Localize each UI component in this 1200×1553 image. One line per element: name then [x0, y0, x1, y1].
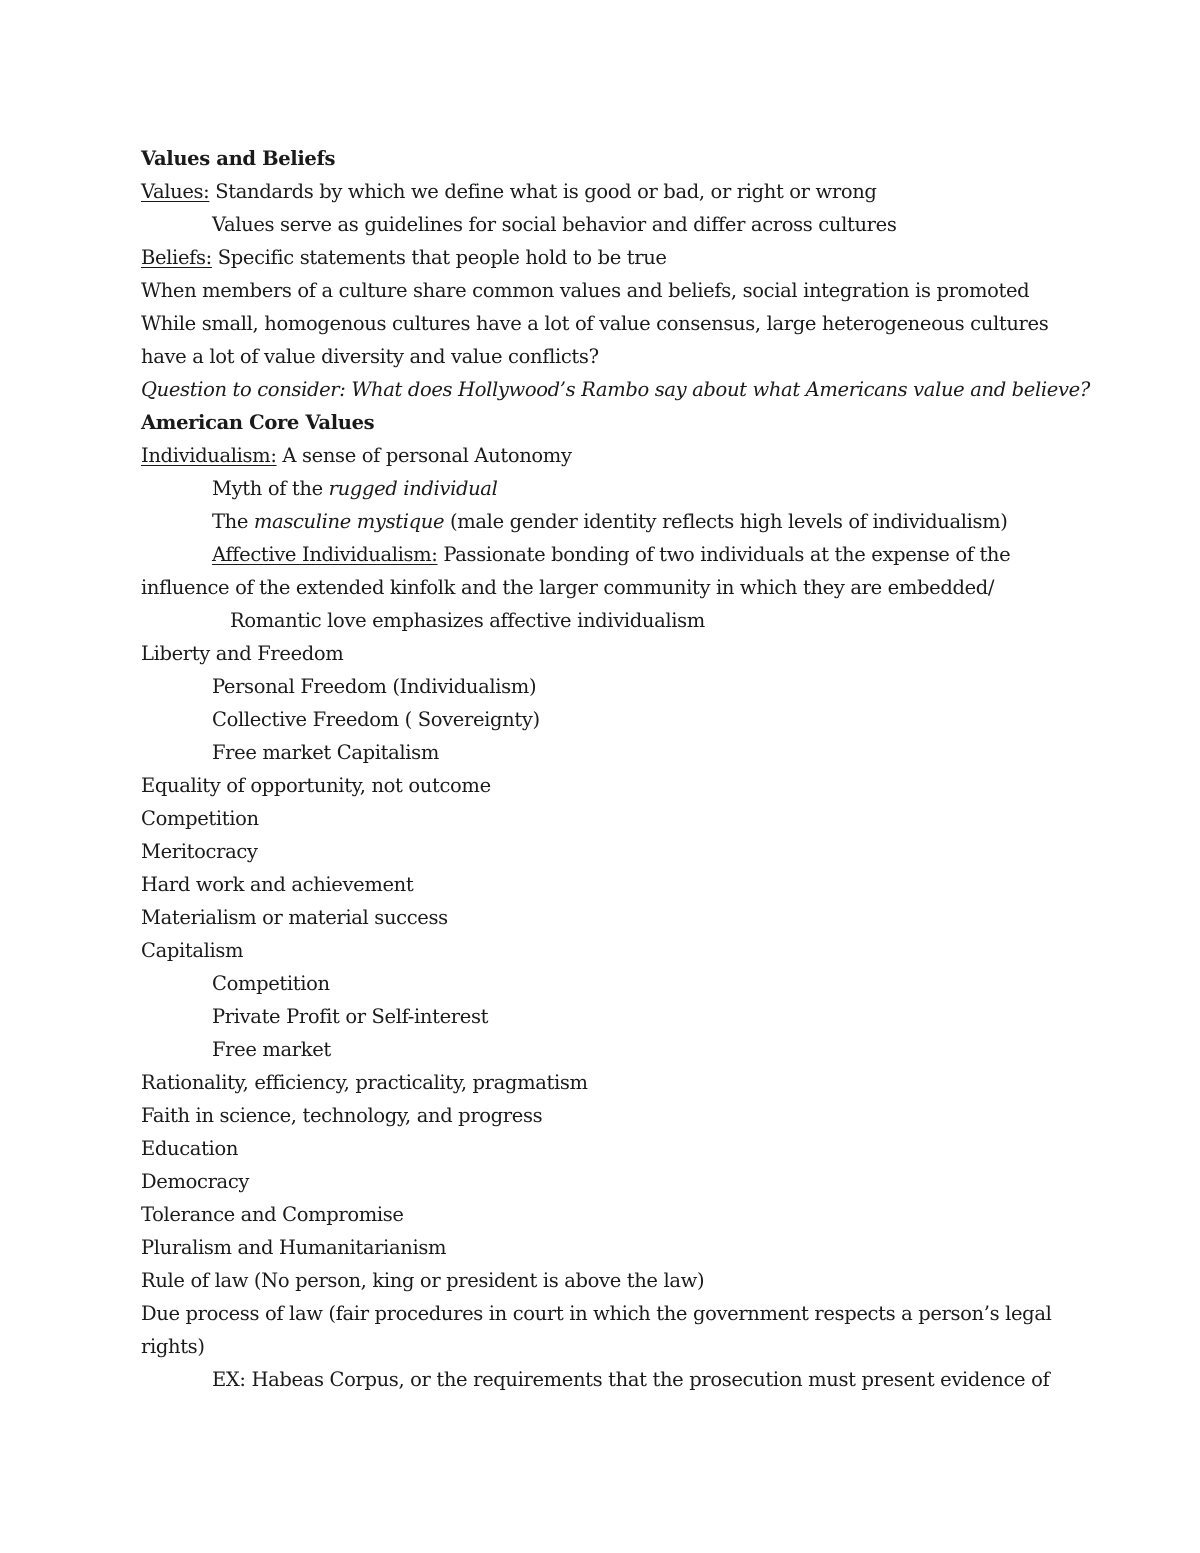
term-beliefs: Beliefs:: [141, 246, 212, 269]
masculine-prefix: The: [212, 510, 254, 533]
sub-item-free-market: Free market: [212, 1038, 331, 1061]
list-item-meritocracy: Meritocracy: [141, 840, 258, 863]
list-item-pluralism: Pluralism and Humanitarianism: [141, 1236, 447, 1259]
list-item-equality: Equality of opportunity, not outcome: [141, 774, 491, 797]
definition-affective-text: Passionate bonding of two individuals at the expense of the: [437, 543, 1011, 566]
list-item-due-process: Due process of law (fair procedures in court in which the government respects a person’s legal: [141, 1302, 1052, 1325]
masculine-mystique-line: [141, 505, 1061, 538]
due-process-continuation: rights): [141, 1335, 205, 1358]
sub-item-free-market-capitalism: Free market Capitalism: [212, 741, 439, 764]
list-item-competition: Competition: [141, 807, 259, 830]
definition-values-text: Standards by which we define what is good or bad, or right or wrong: [209, 180, 877, 203]
sub-item-private-profit: Private Profit or Self-interest: [212, 1005, 489, 1028]
sub-item-collective-freedom: Collective Freedom ( Sovereignty): [212, 708, 540, 731]
list-item-materialism: Materialism or material success: [141, 906, 448, 929]
term-values: Values:: [141, 180, 210, 203]
sub-item-competition: Competition: [212, 972, 330, 995]
list-item-faith-science: Faith in science, technology, and progress: [141, 1104, 543, 1127]
list-item-tolerance: Tolerance and Compromise: [141, 1203, 404, 1226]
list-item-liberty: Liberty and Freedom: [141, 642, 344, 665]
document-body: [141, 142, 1090, 1396]
affective-continuation: influence of the extended kinfolk and the larger community in which they are embedded/: [141, 576, 995, 599]
consensus-line-2: have a lot of value diversity and value conflicts?: [141, 345, 599, 368]
myth-prefix: Myth of the: [212, 477, 329, 500]
section-heading-values-beliefs: Values and Beliefs: [141, 147, 336, 170]
masculine-emphasis: masculine mystique: [253, 510, 445, 533]
masculine-suffix: (male gender identity reflects high levels of individualism): [444, 510, 1008, 533]
definition-individualism: [141, 439, 1061, 472]
values-note: Values serve as guidelines for social behavior and differ across cultures: [212, 213, 897, 236]
list-item-rationality: Rationality, efficiency, practicality, pragmatism: [141, 1071, 588, 1094]
myth-line: [141, 472, 1061, 505]
list-item-capitalism: Capitalism: [141, 939, 244, 962]
romantic-love-line: Romantic love emphasizes affective individualism: [230, 609, 705, 632]
definition-beliefs-text: Specific statements that people hold to be true: [211, 246, 667, 269]
habeas-corpus-example: EX: Habeas Corpus, or the requirements that the prosecution must present evidence of: [212, 1368, 1050, 1391]
myth-emphasis: rugged individual: [328, 477, 498, 500]
list-item-education: Education: [141, 1137, 239, 1160]
term-individualism: Individualism:: [141, 444, 277, 467]
question-line: Question to consider: What does Hollywood’s Rambo say about what Americans value and believe?: [141, 378, 1090, 401]
term-affective-individualism: Affective Individualism:: [212, 543, 438, 566]
section-heading-core-values: American Core Values: [141, 411, 375, 434]
definition-individualism-text: A sense of personal Autonomy: [276, 444, 572, 467]
list-item-hard-work: Hard work and achievement: [141, 873, 414, 896]
definition-beliefs: [141, 241, 1061, 274]
affective-individualism-line: [141, 538, 1061, 571]
sub-item-personal-freedom: Personal Freedom (Individualism): [212, 675, 537, 698]
list-item-democracy: Democracy: [141, 1170, 250, 1193]
list-item-rule-of-law: Rule of law (No person, king or president is above the law): [141, 1269, 705, 1292]
consensus-line-1: While small, homogenous cultures have a lot of value consensus, large heterogeneous cultures: [141, 312, 1049, 335]
integration-line: When members of a culture share common values and beliefs, social integration is promoted: [141, 279, 1030, 302]
definition-values: [141, 175, 1061, 208]
